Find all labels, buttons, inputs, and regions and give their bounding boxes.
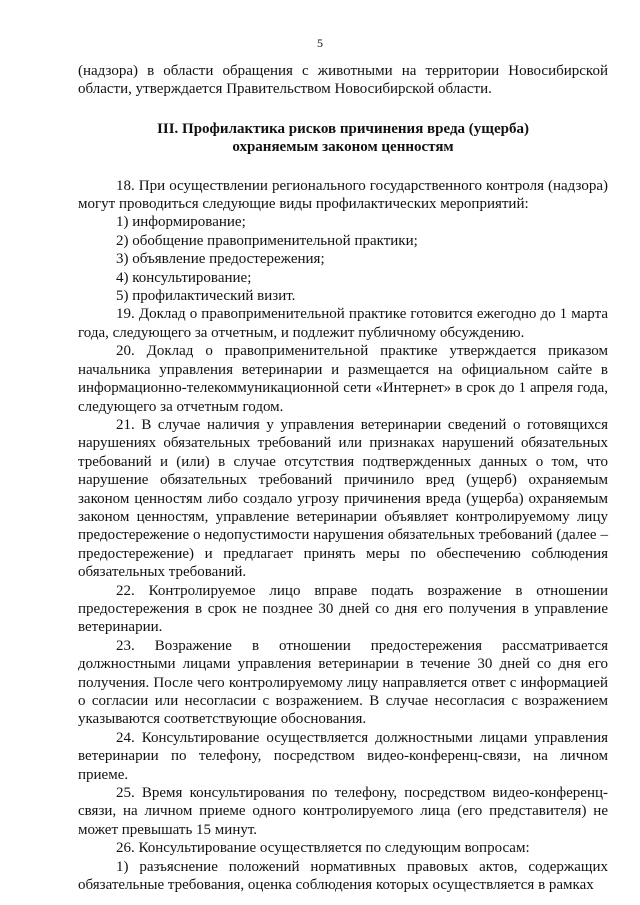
paragraph-20: 20. Доклад о правоприменительной практике утверждается приказом начальника управления ветеринарии и размещается на официальном сайте в информационно-телекоммуникационной сети «Интернет» в срок до 1 апреля года, следующего за отчетным годом. [78,343,608,415]
paragraph-21: 21. В случае наличия у управления ветеринарии сведений о готовящихся нарушениях обязательных требований или признаках нарушений обязательных требований и (или) в случае отсутствия подтвержденных данных о том, что нарушение обязательных требований причинило вред (ущерб) охраняемым законом ценностям либо создало угрозу причинения вреда (ущерба) охраняемым законом ценностям, управление ветеринарии объявляет контролируемому лицу предостережение о недопустимости нарушения обязательных требований (далее – предостережение) и предлагает принять меры по обеспечению соблюдения обязательных требований. [78,416,608,581]
paragraph-24: 24. Консультирование осуществляется должностными лицами управления ветеринарии по телефону, посредством видео-конференц-связи, на личном приеме. [78,729,608,783]
page-number: 5 [317,36,323,50]
section-title [78,120,608,157]
paragraph-23: 23. Возражение в отношении предостережения рассматривается должностными лицами управления ветеринарии в течение 30 дней со дня его получения. После чего контролируемому лицу направляется ответ с информацией о согласии или несогласии с возражением. В случае несогласия с возражением указываются соответствующие обоснования. [78,637,608,728]
list-item-4: 4) консультирование; [116,269,252,286]
intro-paragraph: (надзора) в области обращения с животными на территории Новосибирской области, утверждается Правительством Новосибирской области. [78,63,608,98]
paragraph-22: 22. Контролируемое лицо вправе подать возражение в отношении предостережения в срок не позднее 30 дней со дня его получения в управление ветеринарии. [78,582,608,636]
list-item-1: 1) информирование; [116,214,246,231]
section-title-line-1: III. Профилактика рисков причинения вреда (ущерба) [157,120,529,137]
list-item-5: 5) профилактический визит. [116,288,296,305]
paragraph-19: 19. Доклад о правоприменительной практике готовится ежегодно до 1 марта года, следующего за отчетным, и подлежит публичному обсуждению. [78,306,608,341]
document-body [78,62,608,894]
paragraph-25: 25. Время консультирования по телефону, посредством видео-конференц-связи, на личном приеме одного контролируемого лица (его представителя) не может превышать 15 минут. [78,785,608,838]
paragraph-26: 26. Консультирование осуществляется по следующим вопросам: [116,840,530,857]
list-item-2: 2) обобщение правоприменительной практики; [116,232,418,249]
section-title-line-2: охраняемым законом ценностям [232,139,454,156]
list-item-3: 3) объявление предостережения; [116,251,325,268]
paragraph-18: 18. При осуществлении регионального государственного контроля (надзора) могут проводиться следующие виды профилактических мероприятий: [78,177,608,213]
paragraph-26-item-1: 1) разъяснение положений нормативных правовых актов, содержащих обязательные требования, оценка соблюдения которых осуществляется в рамках [78,858,608,894]
